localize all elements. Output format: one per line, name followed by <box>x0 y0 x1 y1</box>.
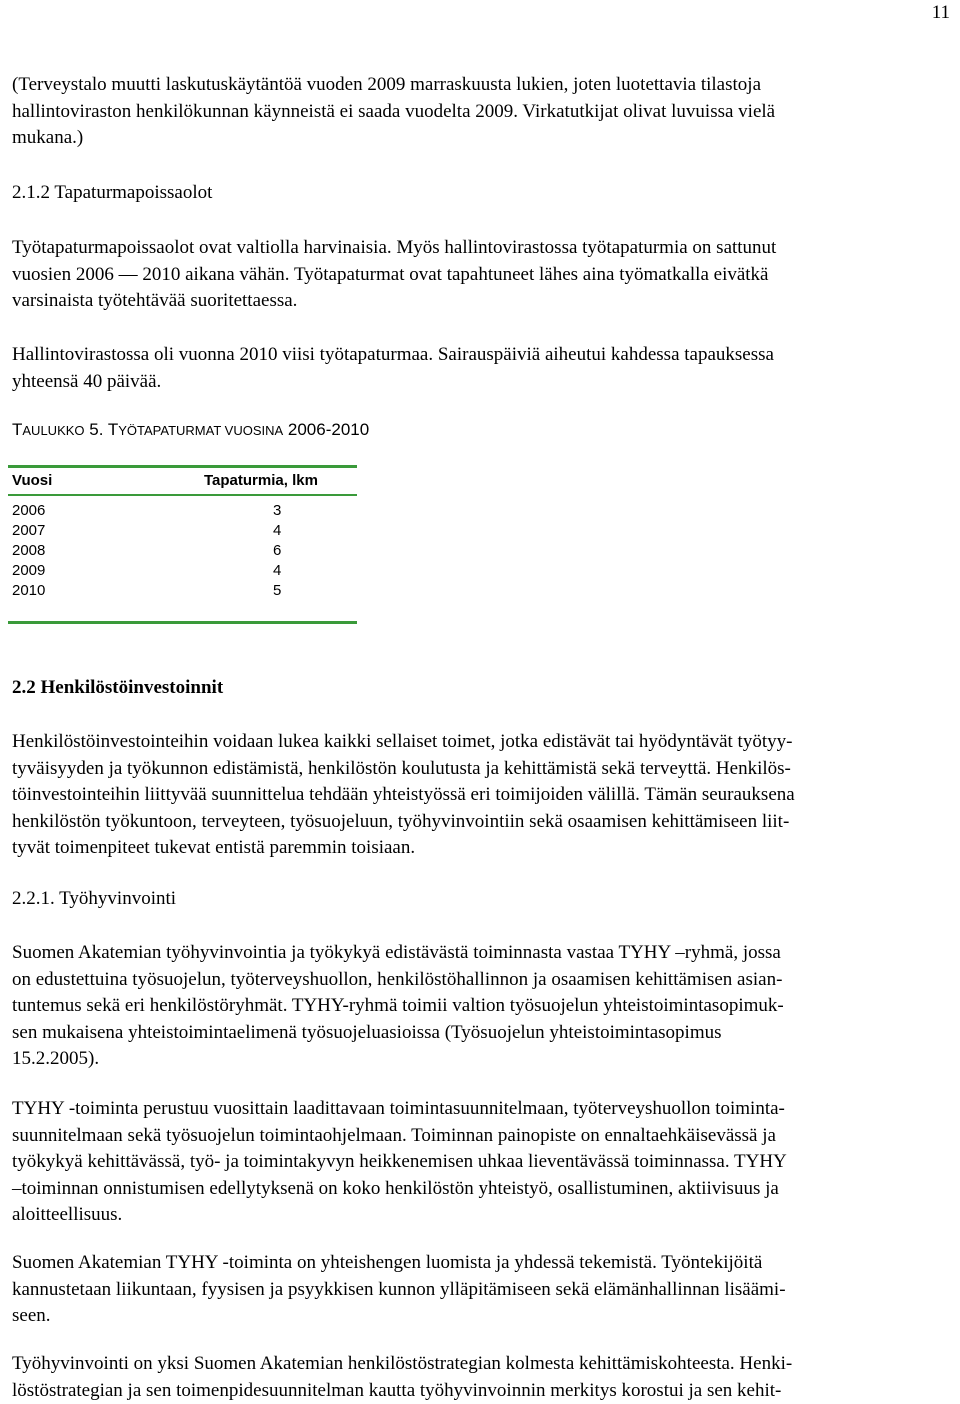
paragraph-line: Työtapaturmapoissaolot ovat valtiolla harvinaisia. Myös hallintovirastossa työtapaturmia on sattunut <box>12 237 777 258</box>
intro-line: hallintoviraston henkilökunnan käynneistä ei saada vuodelta 2009. Virkatutkijat olivat luvuissa vielä <box>12 100 776 122</box>
paragraph-line: vuosien 2006 — 2010 aikana vähän. Työtapaturmat ovat tapahtuneet lähes aina työmatkalla eivätkä <box>12 263 769 285</box>
tyhy-paragraph-1 <box>12 940 957 1073</box>
paragraph-line: yhteensä 40 päivää. <box>12 370 162 392</box>
paragraph-line: tyvät toimenpiteet tukevat entistä paremmin toisiaan. <box>12 837 416 858</box>
paragraph-line: seen. <box>12 1305 51 1326</box>
table-cell-count: 4 <box>273 562 282 579</box>
paragraph-line: tuntemus sekä eri henkilöstöryhmät. TYHY-ryhmä toimii valtion työsuojelun yhteistoimintasopimuk- <box>12 995 784 1016</box>
tyhy-paragraph-3 <box>12 1250 957 1330</box>
tyhy-paragraph-4 <box>12 1351 957 1404</box>
section-heading-2-2: 2.2 Henkilöstöinvestoinnit <box>12 677 224 698</box>
paragraph-line: löstöstrategian ja sen toimenpidesuunnitelman kautta työhyvinvoinnin merkitys korostui ja sen kehit- <box>12 1379 782 1401</box>
section-heading-2-2-1: 2.2.1. Työhyvinvointi <box>12 888 177 909</box>
table-bottom-rule <box>8 621 357 624</box>
intro-line: (Terveystalo muutti laskutuskäytäntöä vuoden 2009 marraskuusta lukien, joten luotettavia tilastoja <box>12 74 761 95</box>
table-cell-year: 2007 <box>12 522 46 539</box>
paragraph-line: aloitteellisuus. <box>12 1204 123 1225</box>
paragraph-line: suunnitelmaan sekä työsuojelun toimintaohjelmaan. Toiminnan painopiste on ennaltaehkäisevässä ja <box>12 1124 776 1146</box>
paragraph-line: henkilöstön työkuntoon, terveyteen, työsuojeluun, työhyvinvointiin sekä osaamisen kehittämiseen liit- <box>12 810 790 832</box>
paragraph-line: Hallintovirastossa oli vuonna 2010 viisi työtapaturmaa. Sairauspäiviä aiheutui kahdessa tapauksessa <box>12 344 774 365</box>
caption-part: YÖTAPATURMAT VUOSINA <box>118 423 284 438</box>
table-caption <box>12 420 369 440</box>
section-heading-2-1-2: 2.1.2 Tapaturmapoissaolot <box>12 182 213 203</box>
paragraph-line: TYHY -toiminta perustuu vuosittain laadittavaan toimintasuunnitelmaan, työterveyshuollon toiminta- <box>12 1098 785 1119</box>
intro-paragraph <box>12 72 957 152</box>
table-cell-count: 5 <box>273 582 282 599</box>
paragraph-line: tyväisyyden ja työkunnon edistämistä, henkilöstön koulutusta ja kehittämistä sekä terveyttä. Henkilös- <box>12 757 791 779</box>
table-cell-count: 3 <box>273 502 282 519</box>
paragraph-line: työkykyä kehittävässä, työ- ja toimintakyvyn heikkenemisen uhkaa lieventävässä toiminnassa. TYHY <box>12 1151 787 1172</box>
paragraph-line: Työhyvinvointi on yksi Suomen Akatemian henkilöstöstrategian kolmesta kehittämiskohteesta. Henki- <box>12 1353 793 1374</box>
year-column <box>12 501 45 601</box>
table-header-rule <box>8 494 357 496</box>
table-cell-year: 2008 <box>12 542 46 559</box>
table-cell-year: 2009 <box>12 562 46 579</box>
table-cell-year: 2010 <box>12 582 46 599</box>
table-top-rule <box>8 465 357 468</box>
investments-paragraph <box>12 729 957 862</box>
paragraph-line: on edustettuina työsuojelun, työterveyshuollon, henkilöstöhallinnon ja osaamisen kehittämisen asian- <box>12 968 783 990</box>
tyhy-paragraph-2 <box>12 1096 957 1229</box>
page-number: 11 <box>931 2 950 23</box>
caption-part: T <box>12 420 23 439</box>
paragraph-line: kannustetaan liikuntaan, fyysisen ja psyykkisen kunnon ylläpitämiseen sekä elämänhallinnan lisäämi- <box>12 1278 786 1300</box>
paragraph-line: Henkilöstöinvestointeihin voidaan lukea kaikki sellaiset toimet, jotka edistävät tai hyödyntävät työtyy- <box>12 731 793 752</box>
table-cell-count: 4 <box>273 522 282 539</box>
paragraph-line: varsinaista työtehtävää suoritettaessa. <box>12 290 298 311</box>
column-header-count: Tapaturmia, lkm <box>204 472 318 489</box>
paragraph-line: 15.2.2005). <box>12 1048 100 1069</box>
table-cell-count: 6 <box>273 542 282 559</box>
accidents-paragraph-1 <box>12 235 957 315</box>
paragraph-line: töinvestointeihin liittyvää suunnittelua tehdään yhteistyössä eri toimijoiden välillä. Tämän seurauksena <box>12 784 795 805</box>
paragraph-line: Suomen Akatemian työhyvinvointia ja työkykyä edistävästä toiminnasta vastaa TYHY –ryhmä, jossa <box>12 942 781 963</box>
paragraph-line: sen mukaisena yhteistoimintaelimenä työsuojeluasioissa (Työsuojelun yhteistoimintasopimus <box>12 1021 722 1043</box>
paragraph-line: –toiminnan onnistumisen edellytyksenä on koko henkilöstön yhteistyö, osallistuminen, aktiivisuus ja <box>12 1177 779 1199</box>
paragraph-line: Suomen Akatemian TYHY -toiminta on yhteishengen luomista ja yhdessä tekemistä. Työntekijöitä <box>12 1252 763 1273</box>
caption-part: 2006-2010 <box>283 420 370 439</box>
caption-part: AULUKKO <box>22 423 85 438</box>
intro-line: mukana.) <box>12 127 84 148</box>
caption-part: 5. T <box>84 420 119 439</box>
column-header-year: Vuosi <box>12 472 53 489</box>
count-column <box>273 501 281 601</box>
accidents-paragraph-2 <box>12 342 957 395</box>
table-cell-year: 2006 <box>12 502 46 519</box>
